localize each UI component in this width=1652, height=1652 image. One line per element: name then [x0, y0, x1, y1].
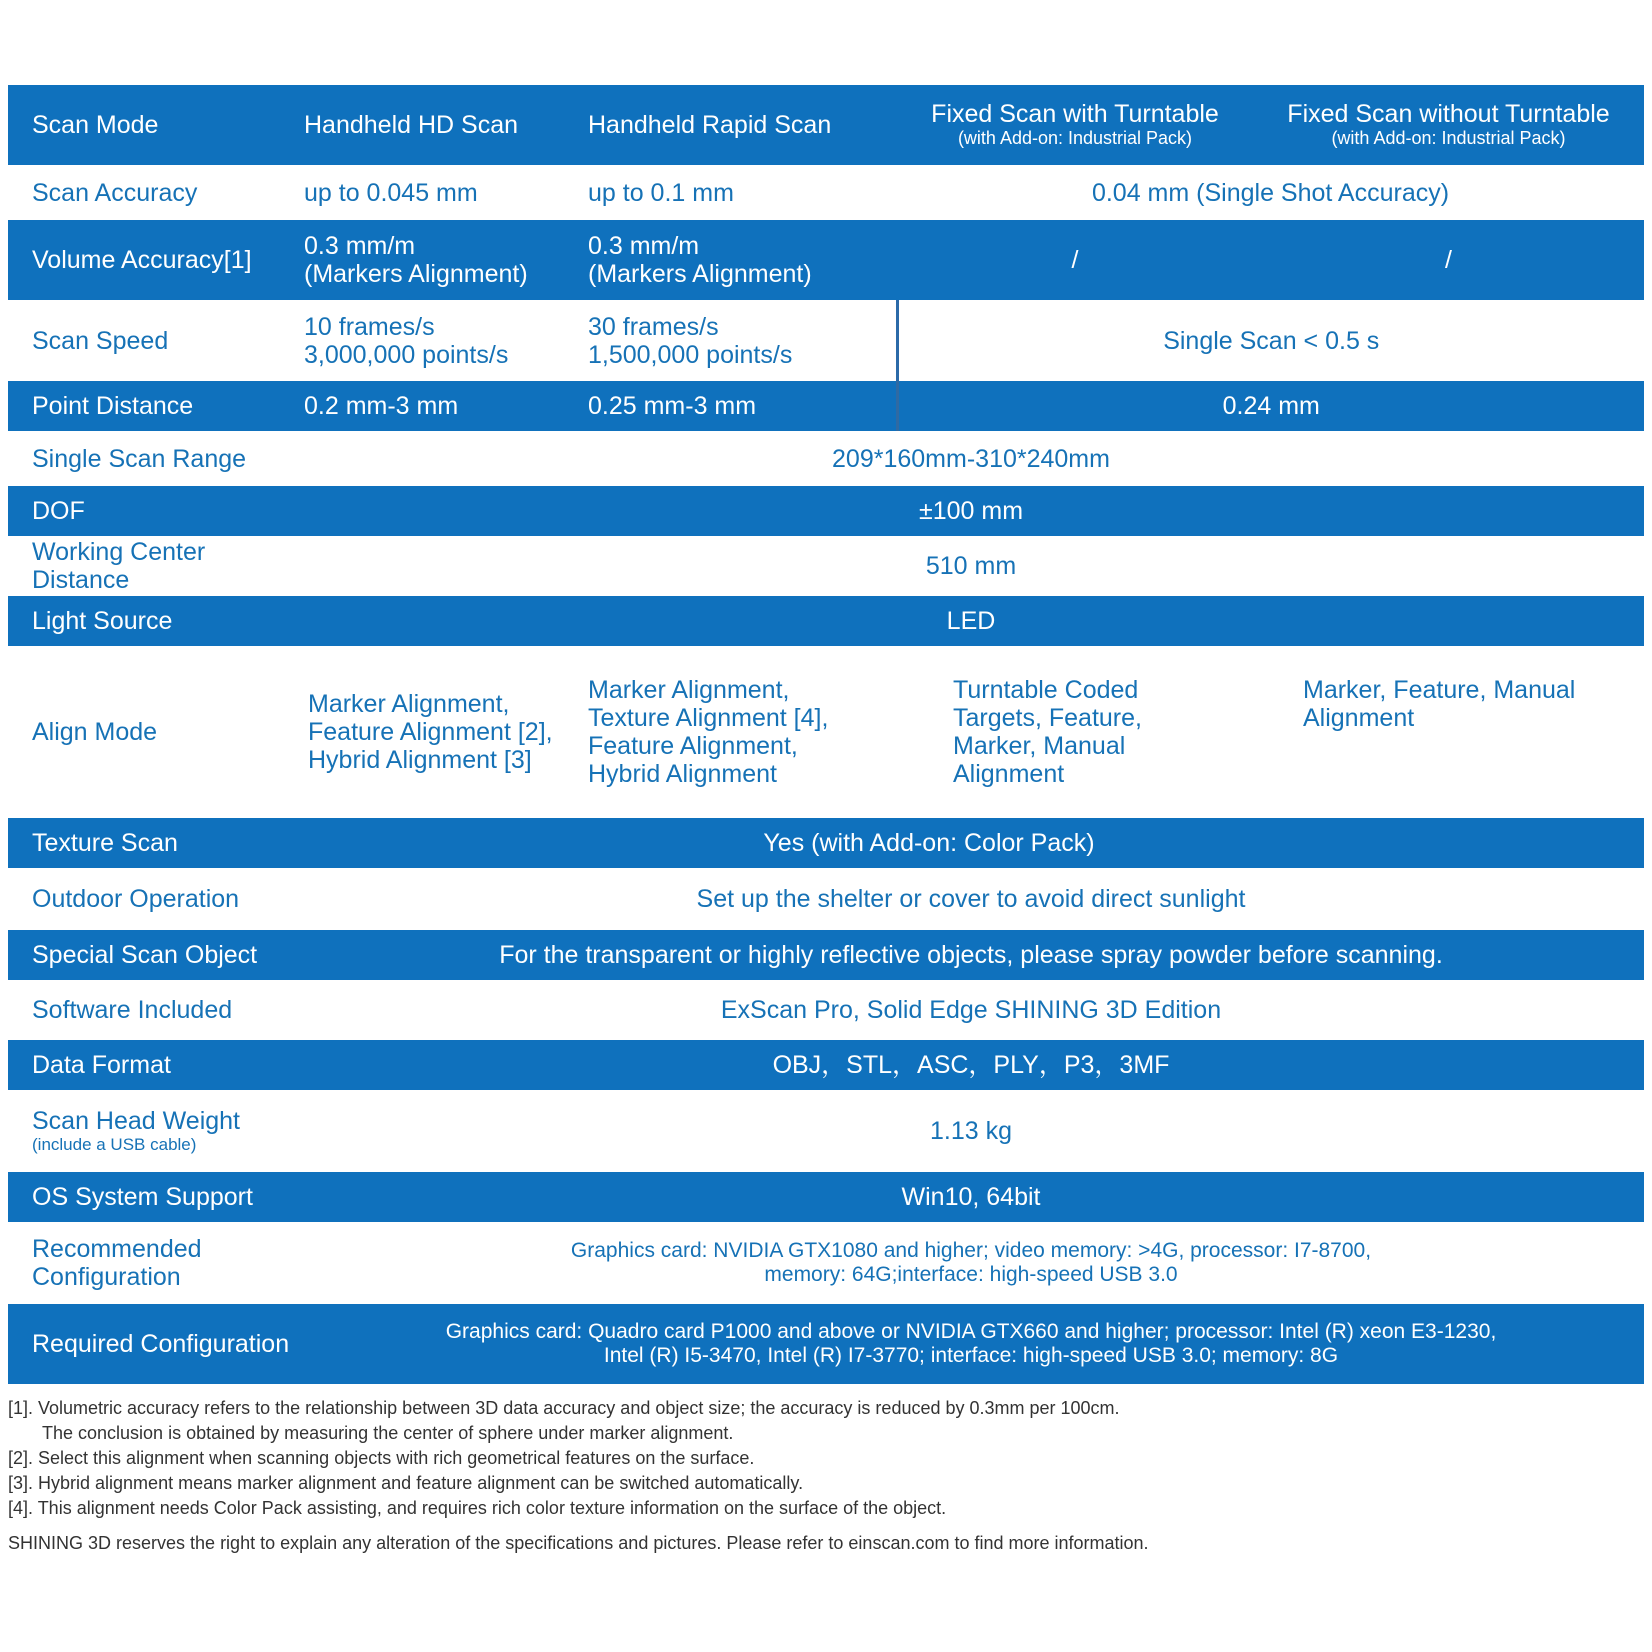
scan-head-weight-label: Scan Head Weight (include a USB cable) [8, 1090, 298, 1172]
point-distance-fixed: 0.24 mm [897, 381, 1644, 431]
recommended-config-value: Graphics card: NVIDIA GTX1080 and higher; video memory: >4G, processor: I7-8700, memory: 64G;interface: high-speed USB 3.0 [298, 1222, 1644, 1304]
required-config-value: Graphics card: Quadro card P1000 and above or NVIDIA GTX660 and higher; processor: Intel (R) xeon E3-1230, Intel (R) I5-3470, Intel (R) I7-3770; interface: high-speed USB 3.0; memory: 8G [298, 1304, 1644, 1384]
row-volume-accuracy [8, 220, 1644, 300]
align-mode-rapid: Marker Alignment, Texture Alignment [4], Feature Alignment, Hybrid Alignment [582, 646, 897, 818]
row-special-scan-object [8, 930, 1644, 980]
disclaimer: SHINING 3D reserves the right to explain any alteration of the specifications and pictures. Please refer to einscan.com to find more information. [8, 1533, 1149, 1553]
align-mode-hd: Marker Alignment, Feature Alignment [2], Hybrid Alignment [3] [298, 646, 582, 818]
footnote-4: [4]. This alignment needs Color Pack assisting, and requires rich color texture information on the surface of the object. [8, 1498, 947, 1518]
row-required-config [8, 1304, 1644, 1384]
special-scan-object-label: Special Scan Object [8, 930, 298, 980]
row-data-format [8, 1040, 1644, 1090]
spec-table [8, 85, 1644, 1384]
recommended-config-label: Recommended Configuration [8, 1222, 298, 1304]
align-mode-fixed-turntable: Turntable Coded Targets, Feature, Marker, Manual Alignment [897, 646, 1253, 818]
os-support-label: OS System Support [8, 1172, 298, 1222]
single-scan-range-value: 209*160mm-310*240mm [298, 431, 1644, 486]
data-format-label: Data Format [8, 1040, 298, 1090]
fixed-no-turntable-header: Fixed Scan without Turntable (with Add-on: Industrial Pack) [1253, 85, 1644, 165]
row-align-mode [8, 646, 1644, 818]
row-software-included [8, 980, 1644, 1040]
row-scan-accuracy [8, 165, 1644, 220]
data-format-value: OBJ，STL，ASC，PLY，P3，3MF [298, 1040, 1644, 1090]
scan-speed-label: Scan Speed [8, 300, 298, 381]
scan-head-weight-sublabel: (include a USB cable) [32, 1135, 197, 1155]
texture-scan-value: Yes (with Add-on: Color Pack) [298, 818, 1644, 868]
dof-label: DOF [8, 486, 298, 536]
light-source-label: Light Source [8, 596, 298, 646]
scan-accuracy-fixed: 0.04 mm (Single Shot Accuracy) [897, 165, 1644, 220]
special-scan-object-value: For the transparent or highly reflective objects, please spray powder before scanning. [298, 930, 1644, 980]
working-center-distance-label: Working Center Distance [8, 536, 298, 596]
scan-accuracy-rapid: up to 0.1 mm [582, 165, 897, 220]
point-distance-label: Point Distance [8, 381, 298, 431]
texture-scan-label: Texture Scan [8, 818, 298, 868]
software-included-label: Software Included [8, 980, 298, 1040]
footnote-1-line-1: [1]. Volumetric accuracy refers to the relationship between 3D data accuracy and object size; the accuracy is reduced by 0.3mm per 100cm. [8, 1398, 1120, 1418]
row-scan-speed [8, 300, 1644, 381]
os-support-value: Win10, 64bit [298, 1172, 1644, 1222]
volume-accuracy-label: Volume Accuracy[1] [8, 220, 298, 300]
single-scan-range-label: Single Scan Range [8, 431, 298, 486]
point-distance-rapid: 0.25 mm-3 mm [582, 381, 897, 431]
row-light-source [8, 596, 1644, 646]
working-center-distance-value: 510 mm [298, 536, 1644, 596]
scan-mode-label: Scan Mode [8, 85, 298, 165]
footnote-1-line-2: The conclusion is obtained by measuring the center of sphere under marker alignment. [42, 1423, 734, 1443]
outdoor-operation-value: Set up the shelter or cover to avoid direct sunlight [298, 868, 1644, 930]
dof-value: ±100 mm [298, 486, 1644, 536]
scan-speed-rapid: 30 frames/s 1,500,000 points/s [582, 300, 897, 381]
row-recommended-config [8, 1222, 1644, 1304]
footnotes [8, 1396, 1644, 1556]
row-texture-scan [8, 818, 1644, 868]
handheld-hd-header: Handheld HD Scan [298, 85, 582, 165]
align-mode-fixed-no-turntable: Marker, Feature, Manual Alignment [1253, 646, 1644, 818]
volume-accuracy-hd: 0.3 mm/m (Markers Alignment) [298, 220, 582, 300]
footnote-2: [2]. Select this alignment when scanning objects with rich geometrical features on the surface. [8, 1448, 755, 1468]
row-os-support [8, 1172, 1644, 1222]
row-outdoor-operation [8, 868, 1644, 930]
point-distance-hd: 0.2 mm-3 mm [298, 381, 582, 431]
required-config-label: Required Configuration [8, 1304, 298, 1384]
software-included-value: ExScan Pro, Solid Edge SHINING 3D Edition [298, 980, 1644, 1040]
handheld-rapid-header: Handheld Rapid Scan [582, 85, 897, 165]
align-mode-label: Align Mode [8, 646, 298, 818]
scan-speed-hd: 10 frames/s 3,000,000 points/s [298, 300, 582, 381]
row-point-distance [8, 381, 1644, 431]
outdoor-operation-label: Outdoor Operation [8, 868, 298, 930]
footnote-3: [3]. Hybrid alignment means marker alignment and feature alignment can be switched automatically. [8, 1473, 804, 1493]
scan-accuracy-label: Scan Accuracy [8, 165, 298, 220]
fixed-turntable-header: Fixed Scan with Turntable (with Add-on: Industrial Pack) [897, 85, 1253, 165]
volume-accuracy-fixed-turntable: / [897, 220, 1253, 300]
row-scan-mode [8, 85, 1644, 165]
scan-head-weight-value: 1.13 kg [298, 1090, 1644, 1172]
scan-accuracy-hd: up to 0.045 mm [298, 165, 582, 220]
light-source-value: LED [298, 596, 1644, 646]
row-dof [8, 486, 1644, 536]
row-working-center-distance [8, 536, 1644, 596]
volume-accuracy-fixed-no-turntable: / [1253, 220, 1644, 300]
volume-accuracy-rapid: 0.3 mm/m (Markers Alignment) [582, 220, 897, 300]
row-scan-head-weight [8, 1090, 1644, 1172]
scan-speed-fixed: Single Scan < 0.5 s [897, 300, 1644, 381]
row-single-scan-range [8, 431, 1644, 486]
